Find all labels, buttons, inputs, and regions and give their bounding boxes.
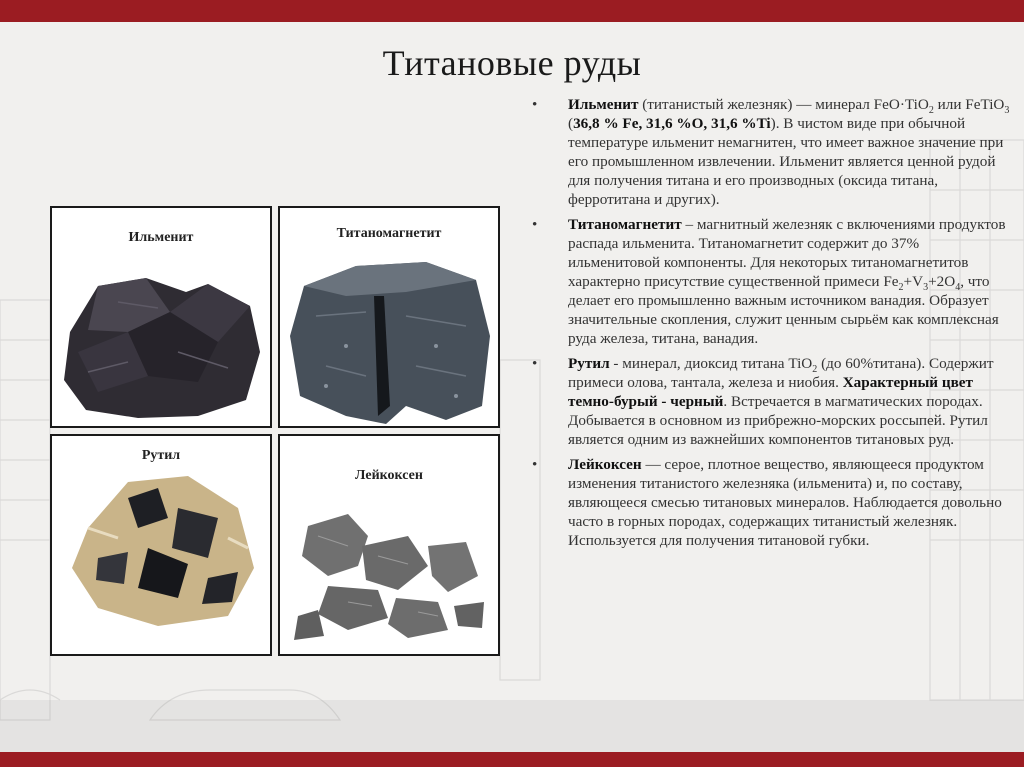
titanomagnetite-text-3: +2O [928, 273, 956, 290]
titanomagnetite-text-1: – магнитный железняк с включениями продуктов распада ильменита. Титаномагнетит содержит до 37% ильменитовой компоненты. Для некоторых титаномагнетитов характерно присутствие существенной примеси Fe [568, 216, 1006, 290]
ilmenite-sub-1: 2 [928, 105, 934, 117]
bullet-leucoxene [532, 455, 1010, 550]
titanomagnetite-text-2: +V [903, 273, 924, 290]
rutile-image-frame [50, 434, 272, 656]
top-accent-bar [0, 0, 1024, 22]
rutile-color-note: Характерный цвет темно-бурый - черный [568, 374, 974, 410]
titanomagnetite-rock-image [286, 256, 494, 426]
rutile-crystal-image [68, 468, 258, 628]
rutile-image-label: Рутил [141, 448, 181, 463]
ilmenite-text-1: (титанистый железняк) — минерал FeO·TiO [638, 96, 929, 113]
term-rutile: Рутил [568, 355, 610, 372]
leucoxene-image-label: Лейкоксен [355, 468, 423, 483]
term-titanomagnetite: Титаномагнетит [568, 216, 682, 233]
ilmenite-image-label: Ильменит [128, 230, 194, 245]
bullet-ilmenite [532, 95, 1010, 209]
description-list [532, 95, 1010, 556]
rutile-sub-1: 2 [812, 364, 818, 376]
leucoxene-image-frame [278, 434, 500, 656]
ilmenite-image-frame [50, 206, 272, 428]
ilmenite-sub-2: 3 [1004, 105, 1010, 117]
rutile-text-2: (до 60%титана). Содержит примеси олова, тантала, железа и ниобия. [568, 355, 994, 391]
ilmenite-text-3: ( [568, 115, 574, 132]
slide-title: Титановые руды [382, 43, 642, 83]
leucoxene-rock-image [288, 506, 488, 646]
rutile-text-1: - минерал, диоксид титана TiO [609, 355, 813, 372]
rutile-text-3: . Встречается в магматических породах. Добывается в основном из прибрежно-морских россыпей. Рутил является одним из важнейших компонентов титановых руд. [568, 393, 988, 448]
ilmenite-rock-image [58, 272, 264, 422]
titanomagnetite-image-label: Титаномагнетит [336, 226, 442, 241]
titanomagnetite-sub-3: 4 [955, 282, 961, 294]
ilmenite-text-4: ). В чистом виде при обычной температуре ильменит немагнитен, что имеет важное значение при его промышленном извлечении. Ильменит является ценной рудой для получения титана и его производных (оксида титана, ферротитана и других). [568, 115, 1004, 208]
term-leucoxene: Лейкоксен [568, 456, 642, 473]
term-ilmenite: Ильменит [568, 96, 639, 113]
titanomagnetite-sub-1: 2 [898, 282, 904, 294]
bottom-accent-bar [0, 752, 1024, 767]
ilmenite-text-2: или FeTiO [933, 96, 1005, 113]
ilmenite-composition: 36,8 % Fe, 31,6 %O, 31,6 %Ti [573, 115, 771, 132]
leucoxene-text-1: — серое, плотное вещество, являющееся продуктом изменения титанистого железняка (ильменита) и, по составу, являющееся смесью титановых минералов. Наблюдается довольно часто в горных породах, содержащих титанистый железняк. Используется для получения титановой губки. [568, 456, 1002, 549]
titanomagnetite-text-4: , что делает его промышленно важным источником ванадия. Образует значительные скопления, служит ценным сырьём как комплексная руда железа, титана, ванадия. [568, 273, 999, 347]
bullet-titanomagnetite [532, 215, 1010, 348]
titanomagnetite-sub-2: 3 [923, 282, 929, 294]
titanomagnetite-image-frame [278, 206, 500, 428]
bullet-rutile [532, 354, 1010, 449]
